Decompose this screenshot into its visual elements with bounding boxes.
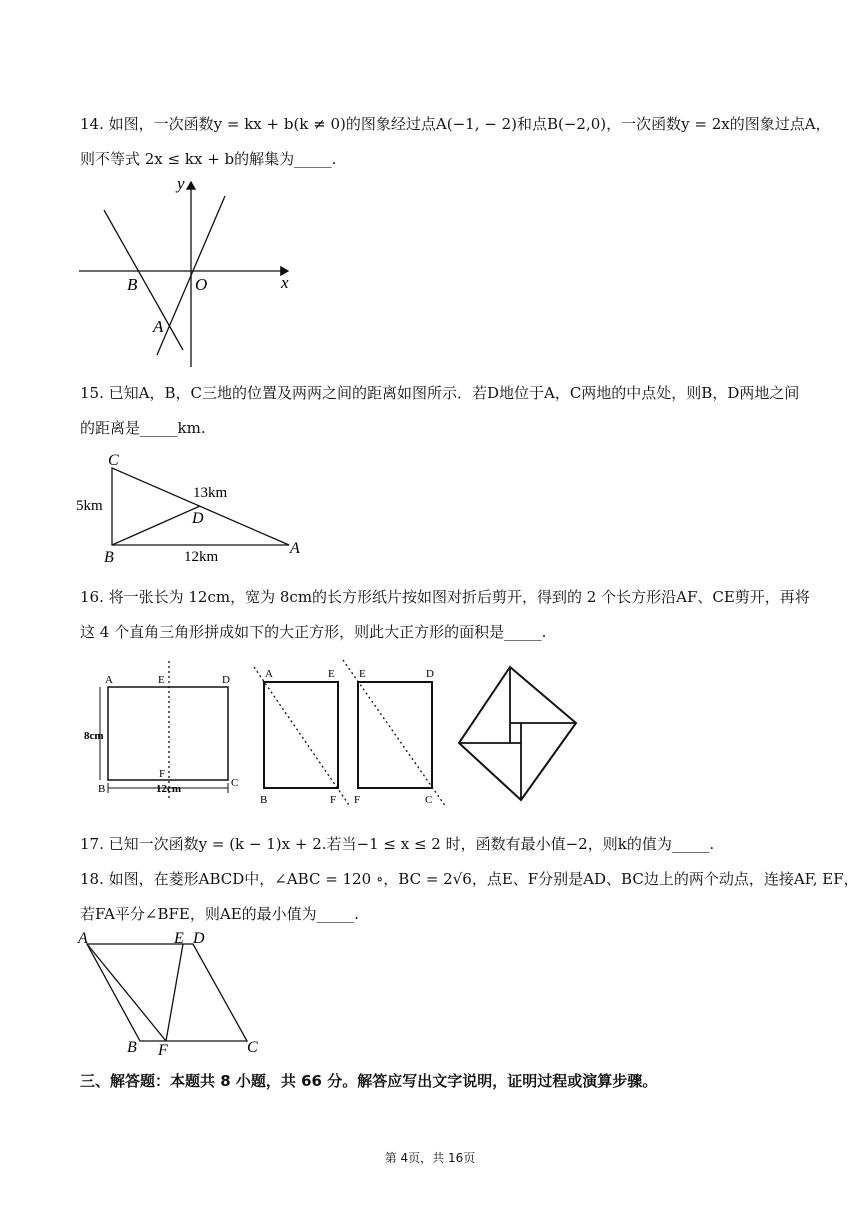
label-A: A [105,674,113,686]
rhombus-ABCD [87,944,247,1041]
label-C: C [425,794,433,806]
q18-rhombus-figure [72,928,272,1058]
line-kx-plus-b [104,210,183,350]
rectangle-ABFE [264,682,338,788]
label-D: D [192,510,204,527]
label-O: O [195,275,208,294]
q18-text-line2: 若FA平分∠BFE，则AE的最小值为_____. [80,905,359,923]
q17-text-line1: 17. 已知一次函数y = (k − 1)x + 2.若当−1 ≤ x ≤ 2 时，函数有最小值−2，则k的值为_____. [80,835,715,853]
label-B: B [104,549,114,566]
q14-function-graph [75,172,305,372]
label-5km: 5km [76,498,103,514]
label-F: F [354,794,361,806]
q16-text-line1: 16. 将一张长为 12cm，宽为 8cm的长方形纸片按如图对折后剪开，得到的 2 个长方形沿AF、CE剪开，再将 [80,588,810,606]
label-C: C [247,1039,258,1056]
q15-triangle-figure [72,448,312,568]
section-heading: 三、解答题：本题共 8 小题，共 66 分。解答应写出文字说明，证明过程或演算步骤。 [80,1072,658,1090]
label-D: D [222,674,230,686]
q14-text-line1: 14. 如图，一次函数y = kx + b(k ≠ 0)的图象经过点A(−1, − 2)和点B(−2,0)，一次函数y = 2x的图象过点A， [80,115,831,133]
label-A: A [153,317,164,336]
label-A: A [290,540,300,557]
segment-EF [166,944,183,1041]
q16-text-line2: 这 4 个直角三角形拼成如下的大正方形，则此大正方形的面积是_____. [80,623,547,641]
big-square [459,667,576,800]
label-E: E [174,930,184,947]
page-footer: 第 4页，共 16页 [384,1151,476,1165]
label-D: D [193,930,205,947]
label-B: B [98,783,106,795]
label-A: A [78,930,88,947]
label-x: x [281,273,289,292]
label-C: C [231,777,239,789]
q15-text-line1: 15. 已知A，B，C三地的位置及两两之间的距离如图所示．若D地位于A，C两地的中点处，则B，D两地之间 [80,384,800,402]
label-F: F [158,1042,168,1058]
label-E: E [359,668,366,680]
label-12km: 12km [184,549,219,565]
label-F: F [330,794,337,806]
label-y: y [177,174,185,193]
q18-text-line1: 18. 如图，在菱形ABCD中，∠ABC = 120 ∘，BC = 2√6，点E、F分别是AD、BC边上的两个动点，连接AF, EF， [80,870,859,888]
q16-paper-figure [78,655,598,810]
label-F: F [159,768,166,780]
label-12cm: 12cm [156,783,182,795]
label-E: E [158,674,165,686]
q14-text-line2: 则不等式 2x ≤ kx + b的解集为_____. [80,150,337,168]
label-C: C [108,452,119,469]
label-B: B [260,794,268,806]
label-A: A [265,668,273,680]
rectangle-12x8 [108,687,228,780]
label-13km: 13km [193,485,228,501]
q15-text-line2: 的距离是_____km. [80,419,206,437]
label-B: B [127,1039,137,1056]
label-B: B [127,275,138,294]
cut-line-AF [254,667,349,805]
segment-AF [87,944,166,1041]
label-D: D [426,668,434,680]
label-E: E [328,668,335,680]
label-8cm: 8cm [84,730,104,742]
segment-BD [112,506,200,545]
